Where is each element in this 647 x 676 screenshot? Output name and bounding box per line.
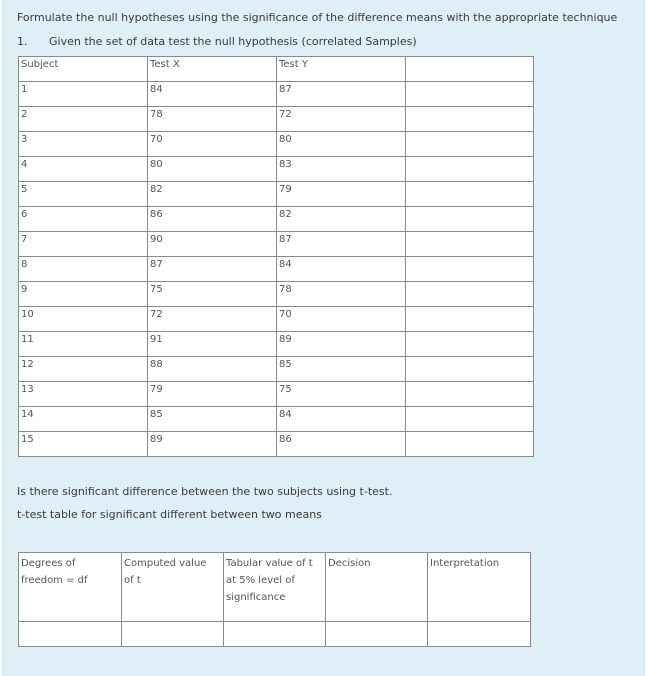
ttest-header-line: at 5% level of [226, 575, 295, 586]
table-row [19, 107, 534, 132]
cell-test-x: 90 [148, 232, 277, 257]
cell-test-y: 70 [277, 307, 406, 332]
ttest-header-line: Interpretation [430, 558, 500, 569]
cell-blank [406, 107, 534, 132]
table-row [19, 82, 534, 107]
cell-subject: 11 [19, 332, 148, 357]
cell-subject: 10 [19, 307, 148, 332]
table-row [19, 232, 534, 257]
ttest-cell-interpretation [428, 622, 531, 647]
ttest-header-row [19, 553, 531, 622]
cell-subject: 7 [19, 232, 148, 257]
cell-subject: 5 [19, 182, 148, 207]
ttest-table-caption: t-test table for significant different between two means [17, 508, 322, 521]
ttest-header-computed-value [122, 553, 224, 622]
cell-subject: 2 [19, 107, 148, 132]
cell-blank [406, 257, 534, 282]
table-row [19, 432, 534, 457]
ttest-cell-computed-value [122, 622, 224, 647]
ttest-header-line: Tabular value of t [226, 558, 313, 569]
cell-test-y: 72 [277, 107, 406, 132]
table-row [19, 307, 534, 332]
header-test-y: Test Y [277, 57, 406, 82]
cell-subject: 1 [19, 82, 148, 107]
cell-subject: 13 [19, 382, 148, 407]
cell-test-y: 87 [277, 82, 406, 107]
data-table-header-row [19, 57, 534, 82]
cell-blank [406, 157, 534, 182]
cell-blank [406, 432, 534, 457]
ttest-header-line: Degrees of [21, 558, 76, 569]
cell-test-x: 84 [148, 82, 277, 107]
cell-test-x: 82 [148, 182, 277, 207]
table-row [19, 132, 534, 157]
table-row [19, 382, 534, 407]
question-number: 1. [17, 35, 28, 48]
cell-test-x: 80 [148, 157, 277, 182]
ttest-header-interpretation [428, 553, 531, 622]
ttest-header-line: Computed value [124, 558, 207, 569]
cell-blank [406, 382, 534, 407]
ttest-cell-tabular-value [224, 622, 326, 647]
cell-blank [406, 207, 534, 232]
table-row [19, 357, 534, 382]
cell-test-y: 82 [277, 207, 406, 232]
table-row [19, 182, 534, 207]
cell-test-x: 91 [148, 332, 277, 357]
cell-test-x: 89 [148, 432, 277, 457]
table-row [19, 207, 534, 232]
instruction-text: Formulate the null hypotheses using the significance of the difference means with the appropriate technique [17, 11, 618, 24]
cell-blank [406, 82, 534, 107]
cell-test-x: 72 [148, 307, 277, 332]
ttest-header-tabular-value [224, 553, 326, 622]
cell-blank [406, 282, 534, 307]
ttest-header-line: of t [124, 575, 141, 586]
cell-subject: 9 [19, 282, 148, 307]
cell-test-x: 88 [148, 357, 277, 382]
ttest-header-decision [326, 553, 428, 622]
ttest-header-degrees-of-freedom [19, 553, 122, 622]
content-panel [2, 0, 645, 676]
ttest-table [18, 552, 531, 647]
data-table [18, 56, 534, 457]
table-row [19, 157, 534, 182]
cell-blank [406, 132, 534, 157]
cell-blank [406, 332, 534, 357]
table-row [19, 282, 534, 307]
cell-test-y: 84 [277, 257, 406, 282]
cell-subject: 14 [19, 407, 148, 432]
table-row [19, 332, 534, 357]
cell-subject: 15 [19, 432, 148, 457]
cell-test-x: 86 [148, 207, 277, 232]
cell-test-y: 84 [277, 407, 406, 432]
cell-test-y: 80 [277, 132, 406, 157]
cell-test-y: 87 [277, 232, 406, 257]
cell-test-x: 70 [148, 132, 277, 157]
cell-test-y: 86 [277, 432, 406, 457]
significance-question: Is there significant difference between the two subjects using t-test. [17, 485, 393, 498]
cell-test-y: 85 [277, 357, 406, 382]
ttest-header-line: Decision [328, 558, 371, 569]
ttest-answer-row [19, 622, 531, 647]
ttest-cell-decision [326, 622, 428, 647]
cell-test-x: 85 [148, 407, 277, 432]
cell-test-y: 83 [277, 157, 406, 182]
cell-test-y: 79 [277, 182, 406, 207]
table-row [19, 407, 534, 432]
header-subject: Subject [19, 57, 148, 82]
header-blank [406, 57, 534, 82]
ttest-cell-degrees-of-freedom [19, 622, 122, 647]
cell-subject: 8 [19, 257, 148, 282]
cell-test-y: 78 [277, 282, 406, 307]
cell-test-y: 75 [277, 382, 406, 407]
cell-subject: 4 [19, 157, 148, 182]
cell-blank [406, 357, 534, 382]
cell-blank [406, 307, 534, 332]
cell-blank [406, 182, 534, 207]
ttest-header-line: freedom = df [21, 575, 88, 586]
header-test-x: Test X [148, 57, 277, 82]
cell-subject: 12 [19, 357, 148, 382]
cell-blank [406, 232, 534, 257]
cell-test-x: 87 [148, 257, 277, 282]
cell-blank [406, 407, 534, 432]
cell-test-x: 79 [148, 382, 277, 407]
cell-test-x: 75 [148, 282, 277, 307]
question-text: Given the set of data test the null hypothesis (correlated Samples) [49, 35, 417, 48]
cell-test-x: 78 [148, 107, 277, 132]
ttest-header-line: significance [226, 592, 286, 603]
table-row [19, 257, 534, 282]
cell-subject: 3 [19, 132, 148, 157]
cell-test-y: 89 [277, 332, 406, 357]
cell-subject: 6 [19, 207, 148, 232]
